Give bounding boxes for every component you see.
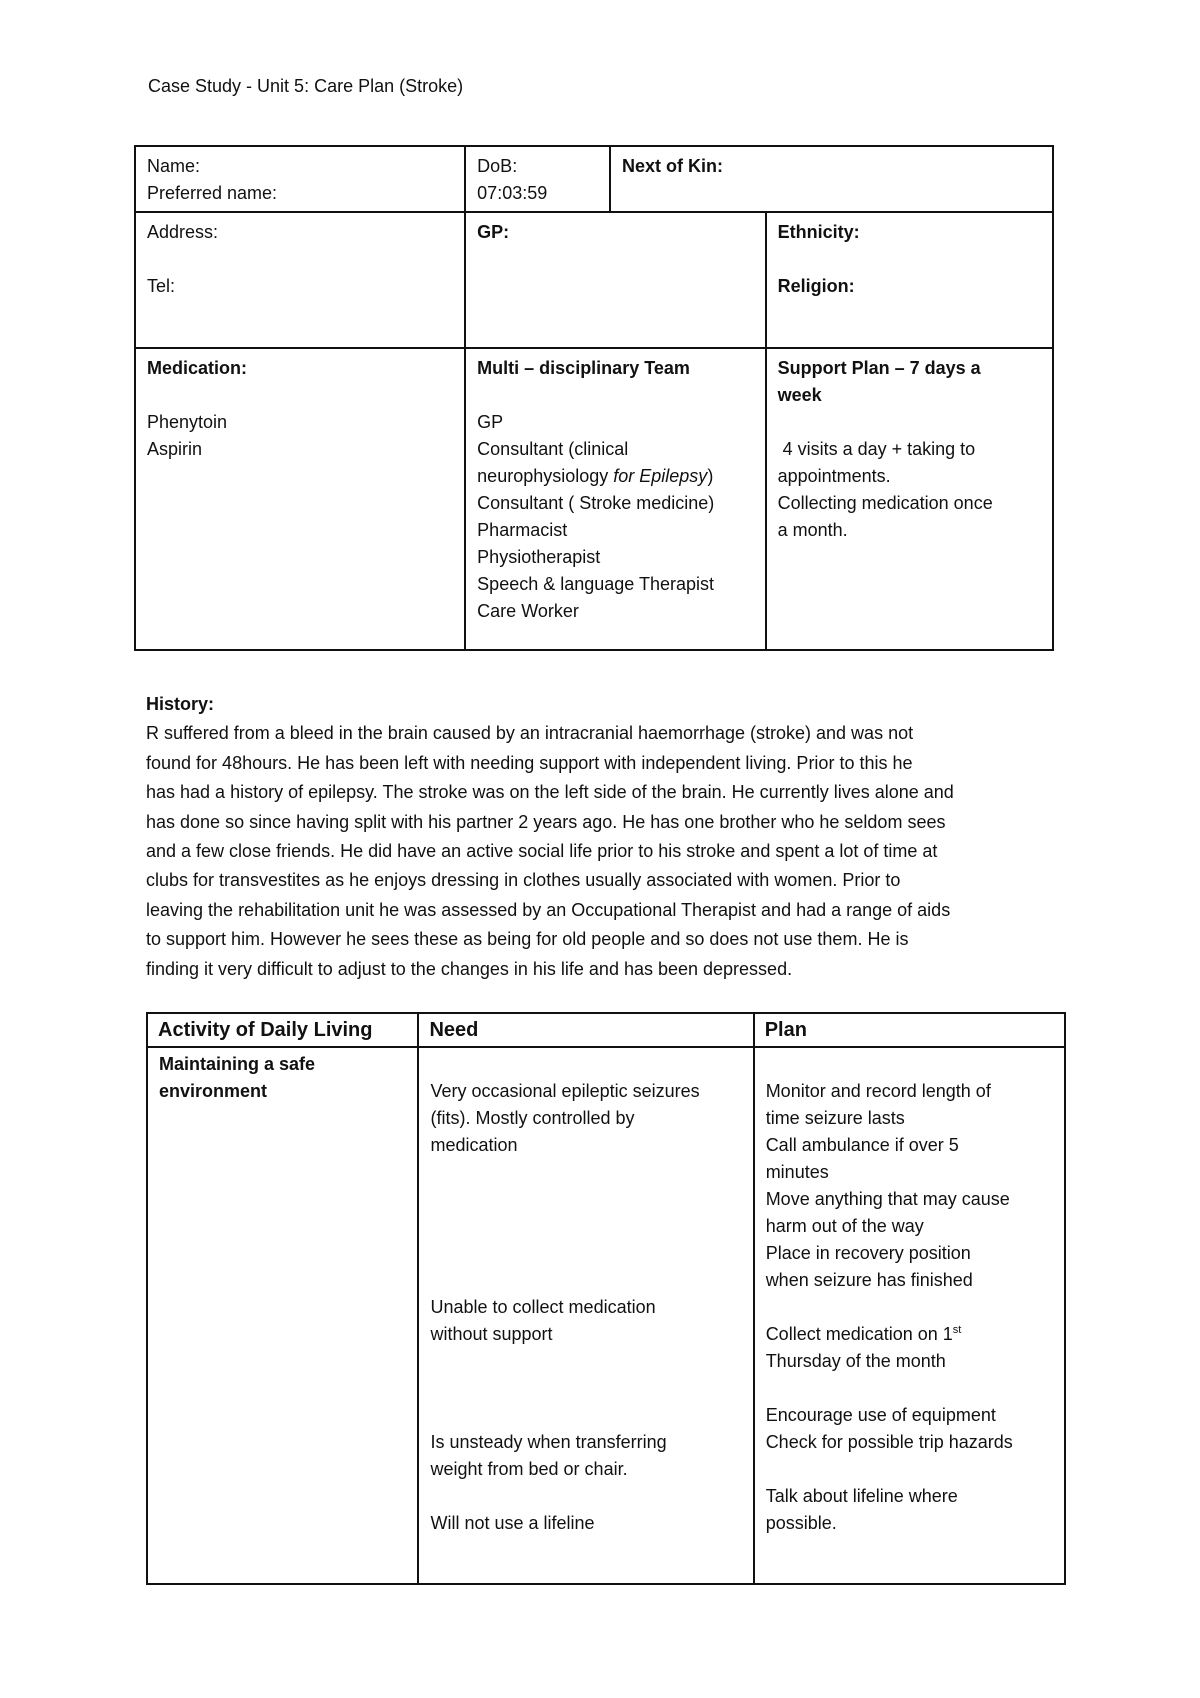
plan-line: Encourage use of equipment [765,1405,996,1425]
need-line: (fits). Mostly controlled by [430,1108,635,1128]
need-line: medication [430,1135,518,1155]
plan-line: Thursday of the month [765,1351,946,1371]
mdt-member: Speech & language Therapist [477,574,715,594]
dob-value: 07:03:59 [477,183,548,203]
medication-item: Aspirin [147,439,203,459]
need-line: weight from bed or chair. [430,1459,628,1479]
plan-line: Collect medication on 1st [765,1324,962,1344]
plan-line: Call ambulance if over 5 [765,1135,959,1155]
plan-line: harm out of the way [765,1216,924,1236]
plan-line: minutes [765,1162,829,1182]
need-line: Is unsteady when transferring [430,1432,667,1452]
history-heading: History: [146,694,215,714]
next-of-kin-label: Next of Kin: [622,156,724,176]
need-line: without support [430,1324,553,1344]
adl-header-need: Need [418,1013,753,1047]
plan-line: when seizure has finished [765,1270,973,1290]
history-line: has done so since having split with his partner 2 years ago. He has one brother who he seldom sees [146,811,946,832]
ethnicity-religion-cell [766,212,1053,348]
gp-label: GP: [477,222,510,242]
history-line: R suffered from a bleed in the brain caused by an intracranial haemorrhage (stroke) and was not [146,723,914,744]
medication-label: Medication: [147,358,248,378]
gp-cell [465,212,765,348]
adl-need-cell [418,1047,753,1584]
adl-table [146,1012,1066,1585]
preferred-name-label: Preferred name: [147,183,278,203]
mdt-label: Multi – disciplinary Team [477,358,690,378]
mdt-cell [465,348,765,650]
tel-label: Tel: [147,276,176,296]
plan-line: Move anything that may cause [765,1189,1010,1209]
plan-line: time seizure lasts [765,1108,905,1128]
medication-item: Phenytoin [147,412,228,432]
plan-line: possible. [765,1513,837,1533]
support-plan-label: week [777,385,822,405]
need-line: Will not use a lifeline [430,1513,595,1533]
support-plan-line: 4 visits a day + taking to [777,439,976,459]
need-line: Unable to collect medication [430,1297,656,1317]
history-line: clubs for transvestites as he enjoys dressing in clothes usually associated with women. Prior to [146,870,901,891]
medication-cell [135,348,465,650]
adl-plan-cell [754,1047,1065,1584]
patient-info-table [134,145,1054,651]
support-plan-line: appointments. [777,466,891,486]
adl-header-activity: Activity of Daily Living [147,1013,418,1047]
adl-header-plan: Plan [754,1013,1065,1047]
support-plan-cell [766,348,1053,650]
history-line: found for 48hours. He has been left with needing support with independent living. Prior to this he [146,752,913,773]
history-line: leaving the rehabilitation unit he was assessed by an Occupational Therapist and had a range of aids [146,899,951,920]
mdt-member: Consultant (clinical [477,439,629,459]
support-plan-line: a month. [777,520,848,540]
plan-line: Monitor and record length of [765,1081,991,1101]
support-plan-line: Collecting medication once [777,493,993,513]
adl-activity-cell [147,1047,418,1584]
mdt-member: neurophysiology for Epilepsy) [477,466,714,486]
mdt-member: GP [477,412,504,432]
address-cell [135,212,465,348]
plan-line: Place in recovery position [765,1243,971,1263]
dob-cell [465,146,610,212]
name-cell [135,146,465,212]
need-line: Very occasional epileptic seizures [430,1081,700,1101]
history-section [146,690,1066,984]
support-plan-label: Support Plan – 7 days a [777,358,981,378]
mdt-member: Pharmacist [477,520,568,540]
history-line: and a few close friends. He did have an active social life prior to his stroke and spent a lot of time at [146,841,938,862]
dob-label: DoB: [477,156,518,176]
history-line: to support him. However he sees these as being for old people and so does not use them. He is [146,929,909,950]
history-line: finding it very difficult to adjust to the changes in his life and has been depressed. [146,958,793,979]
religion-label: Religion: [777,276,855,296]
name-label: Name: [147,156,201,176]
plan-line: Talk about lifeline where [765,1486,958,1506]
ethnicity-label: Ethnicity: [777,222,860,242]
activity-line: environment [159,1081,268,1101]
next-of-kin-cell [610,146,1053,212]
mdt-member: Care Worker [477,601,579,621]
page-title: Case Study - Unit 5: Care Plan (Stroke) [148,76,464,96]
history-line: has had a history of epilepsy. The stroke was on the left side of the brain. He currently lives alone and [146,782,954,803]
plan-line: Check for possible trip hazards [765,1432,1013,1452]
address-label: Address: [147,222,219,242]
mdt-member: Physiotherapist [477,547,601,567]
mdt-member: Consultant ( Stroke medicine) [477,493,715,513]
activity-line: Maintaining a safe [159,1054,316,1074]
